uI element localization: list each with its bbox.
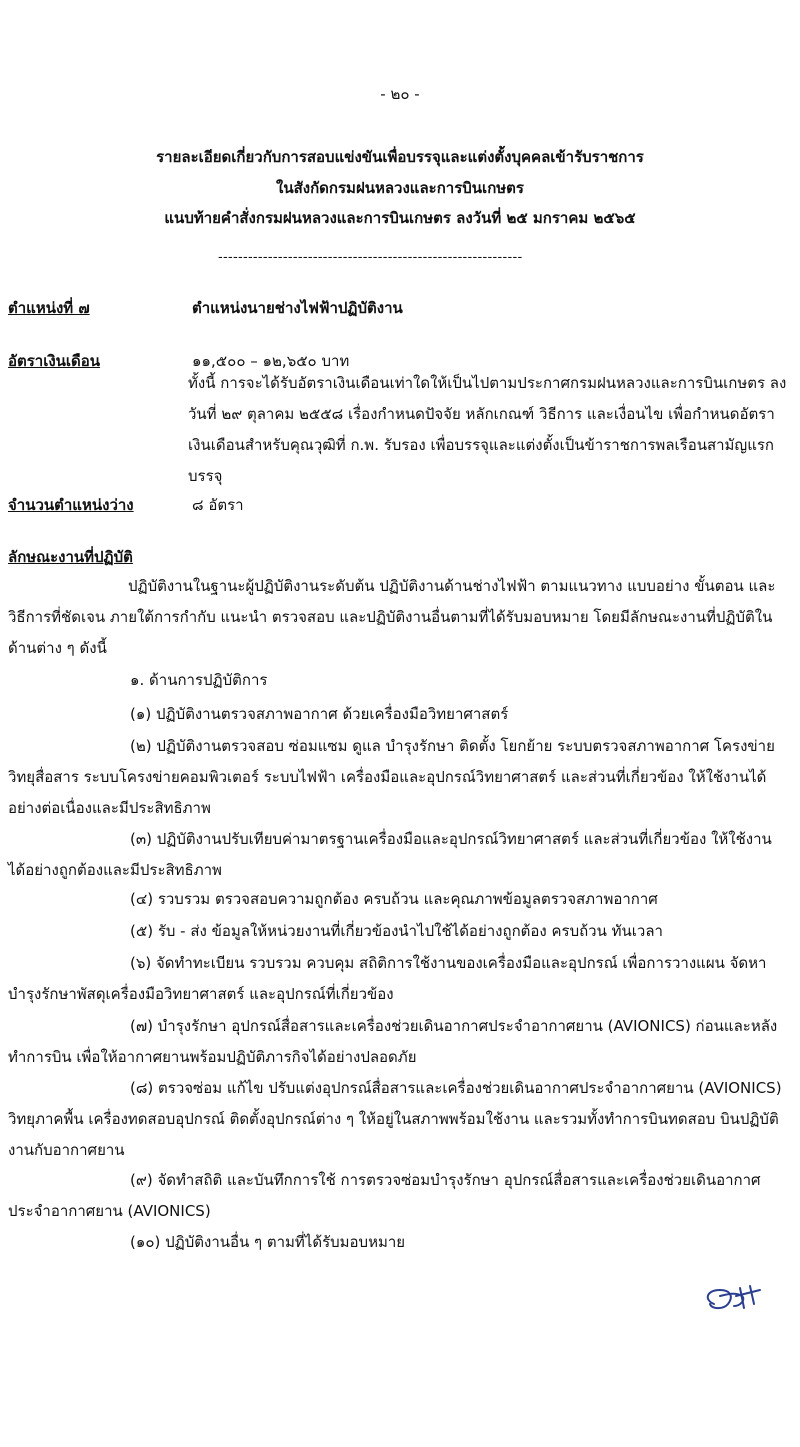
duty-item-8: (๘) ตรวจซ่อม แก้ไข ปรับแต่งอุปกรณ์สื่อสารและเครื่องช่วยเดินอากาศประจำอากาศยาน (AVIONICS) วิทยุภาคพื้น เครื่องทดสอบอุปกรณ์ ติดตั้งอุปกรณ์ต่าง ๆ ให้อยู่ในสภาพพร้อมใช้งาน และรวมทั้งทำการบินทดสอบ บินปฏิบัติงานกับอากาศยาน (8, 1079, 782, 1159)
salary-value: ๑๑,๕๐๐ – ๑๒,๖๕๐ บาท (192, 352, 350, 370)
position-value: ตำแหน่งนายช่างไฟฟ้าปฏิบัติงาน (192, 299, 403, 317)
vacancies-value: ๘ อัตรา (192, 496, 244, 514)
duty-item-7: (๗) บำรุงรักษา อุปกรณ์สื่อสารและเครื่องช่วยเดินอากาศประจำอากาศยาน (AVIONICS) ก่อนและหลังทำการบิน เพื่อให้อากาศยานพร้อมปฏิบัติภารกิจได้อย่างปลอดภัย (8, 1017, 778, 1066)
duty-item-6: (๖) จัดทำทะเบียน รวบรวม ควบคุม สถิติการใช้งานของเครื่องมือและอุปกรณ์ เพื่อการวางแผน จัดหา บำรุงรักษาพัสดุเครื่องมือวิทยาศาสตร์ และอุปกรณ์ที่เกี่ยวข้อง (8, 954, 767, 1003)
header-line-2: ในสังกัดกรมฝนหลวงและการบินเกษตร (276, 179, 524, 197)
duty-item-2: (๒) ปฏิบัติงานตรวจสอบ ซ่อมแซม ดูแล บำรุงรักษา ติดตั้ง โยกย้าย ระบบตรวจสภาพอากาศ โครงข่ายวิทยุสื่อสาร ระบบโครงข่ายคอมพิวเตอร์ ระบบไฟฟ้า เครื่องมือและอุปกรณ์วิทยาศาสตร์ และส่วนที่เกี่ยวข้อง ให้ใช้งานได้อย่างต่อเนื่องและมีประสิทธิภาพ (8, 737, 775, 817)
header-line-3: แนบท้ายคำสั่งกรมฝนหลวงและการบินเกษตร ลงวันที่ ๒๕ มกราคม ๒๕๖๕ (164, 209, 636, 227)
salary-note-text: ทั้งนี้ การจะได้รับอัตราเงินเดือนเท่าใดให้เป็นไปตามประกาศกรมฝนหลวงและการบินเกษตร ลงวันที่ ๒๙ ตุลาคม ๒๕๕๘ เรื่องกำหนดปัจจัย หลักเกณฑ์ วิธีการ และเงื่อนไข เพื่อกำหนดอัตราเงินเดือนสำหรับคุณวุฒิที่ ก.พ. รับรอง เพื่อบรรจุและแต่งตั้งเป็นข้าราชการพลเรือนสามัญแรกบรรจุ (188, 374, 787, 485)
position-label: ตำแหน่งที่ ๗ (8, 299, 90, 317)
duties-title: ลักษณะงานที่ปฏิบัติ (8, 548, 133, 566)
duties-intro: ปฏิบัติงานในฐานะผู้ปฏิบัติงานระดับต้น ปฏิบัติงานด้านช่างไฟฟ้า ตามแนวทาง แบบอย่าง ขั้นตอน และวิธีการที่ชัดเจน ภายใต้การกำกับ แนะนำ ตรวจสอบ และปฏิบัติงานอื่นตามที่ได้รับมอบหมาย โดยมีลักษณะงานที่ปฏิบัติในด้านต่าง ๆ ดังนี้ (8, 577, 776, 657)
duty-item-4: (๔) รวบรวม ตรวจสอบความถูกต้อง ครบถ้วน และคุณภาพข้อมูลตรวจสภาพอากาศ (130, 890, 658, 908)
salary-label: อัตราเงินเดือน (8, 352, 101, 370)
duty-item-5: (๕) รับ - ส่ง ข้อมูลให้หน่วยงานที่เกี่ยวข้องนำไปใช้ได้อย่างถูกต้อง ครบถ้วน ทันเวลา (130, 922, 663, 940)
duty-item-9: (๙) จัดทำสถิติ และบันทึกการใช้ การตรวจซ่อมบำรุงรักษา อุปกรณ์สื่อสารและเครื่องช่วยเดินอากาศประจำอากาศยาน (AVIONICS) (8, 1171, 761, 1220)
vacancies-label: จำนวนตำแหน่งว่าง (8, 496, 134, 514)
signature-icon (700, 1282, 764, 1316)
duties-section-1: ๑. ด้านการปฏิบัติการ (130, 671, 268, 689)
header-rule: ------------------------------------------------------------- (218, 250, 523, 265)
salary-note (8, 368, 788, 492)
page-number: - ๒๐ - (380, 85, 420, 103)
duty-item-1: (๑) ปฏิบัติงานตรวจสภาพอากาศ ด้วยเครื่องมือวิทยาศาสตร์ (130, 705, 509, 723)
duty-item-3: (๓) ปฏิบัติงานปรับเทียบค่ามาตรฐานเครื่องมือและอุปกรณ์วิทยาศาสตร์ และส่วนที่เกี่ยวข้อง ให้ใช้งานได้อย่างถูกต้องและมีประสิทธิภาพ (8, 830, 772, 879)
header-line-1: รายละเอียดเกี่ยวกับการสอบแข่งขันเพื่อบรรจุและแต่งตั้งบุคคลเข้ารับราชการ (156, 148, 644, 166)
duty-item-10: (๑๐) ปฏิบัติงานอื่น ๆ ตามที่ได้รับมอบหมาย (130, 1233, 406, 1251)
